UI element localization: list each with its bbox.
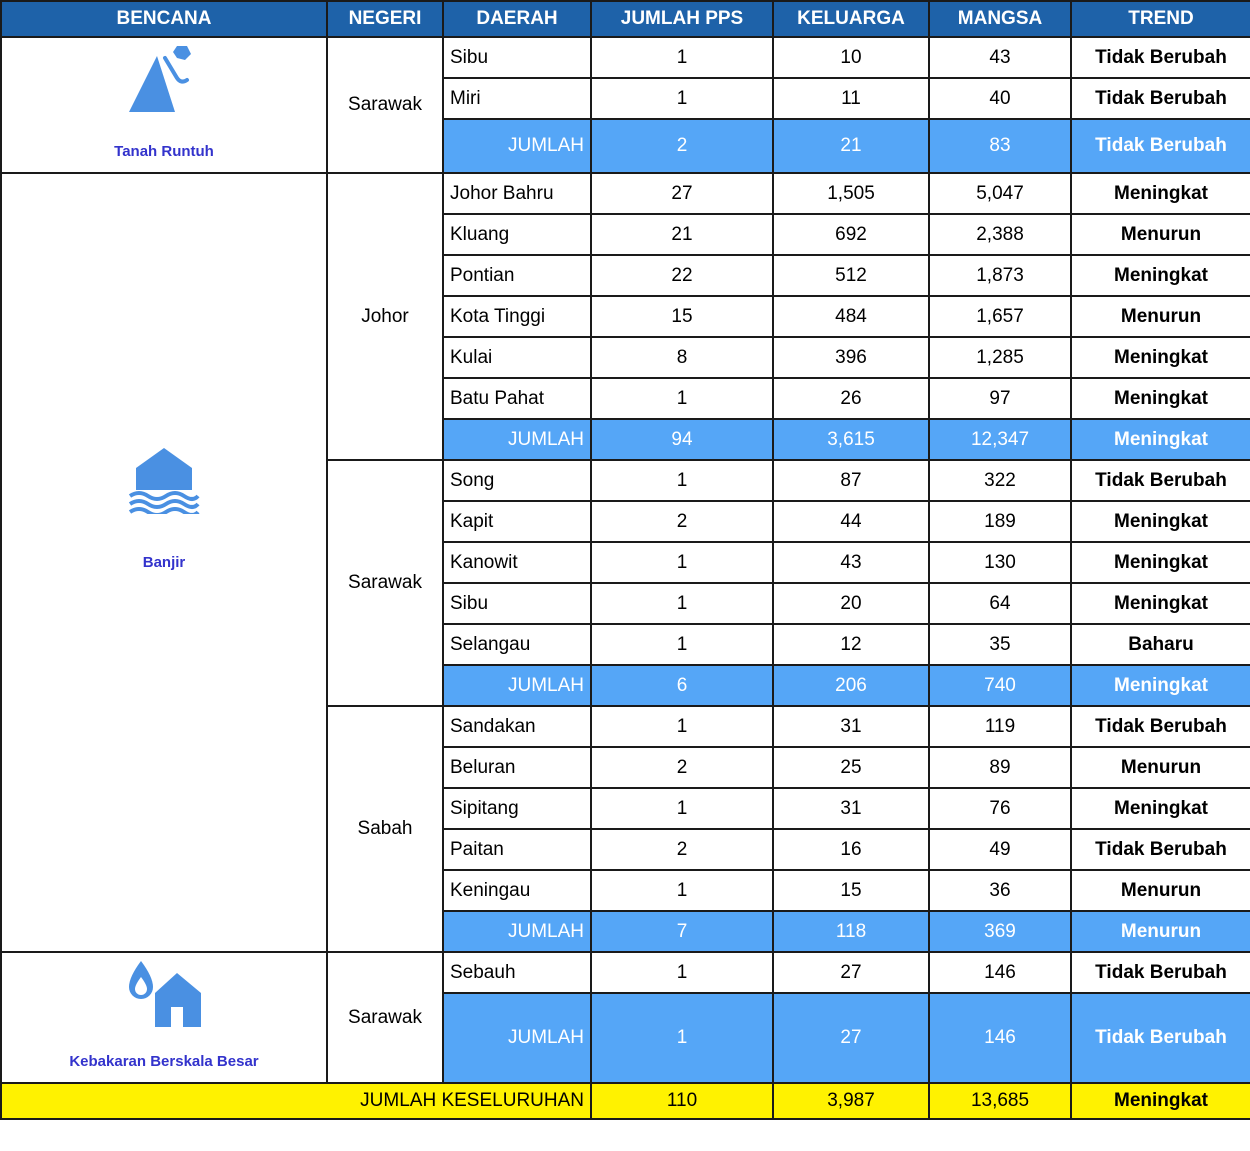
subtotal-trend: Meningkat [1071,665,1250,706]
pps-cell: 1 [591,583,773,624]
trend-cell: Meningkat [1071,501,1250,542]
pps-cell: 22 [591,255,773,296]
pps-cell: 2 [591,747,773,788]
table-row [1,173,1250,214]
subtotal-pps: 7 [591,911,773,952]
state-cell: Sarawak [327,952,443,1083]
subtotal-keluarga: 3,615 [773,419,929,460]
keluarga-cell: 87 [773,460,929,501]
landslide-icon [2,44,326,114]
keluarga-cell: 25 [773,747,929,788]
pps-cell: 1 [591,542,773,583]
keluarga-cell: 26 [773,378,929,419]
district-cell: Sandakan [443,706,591,747]
trend-cell: Tidak Berubah [1071,460,1250,501]
trend-cell: Meningkat [1071,542,1250,583]
pps-cell: 1 [591,706,773,747]
grand-total-trend: Meningkat [1071,1083,1250,1119]
keluarga-cell: 43 [773,542,929,583]
trend-cell: Tidak Berubah [1071,952,1250,993]
mangsa-cell: 40 [929,78,1071,119]
trend-cell: Meningkat [1071,173,1250,214]
subtotal-label: JUMLAH [443,119,591,173]
district-cell: Sipitang [443,788,591,829]
disaster-label: Tanah Runtuh [114,143,214,160]
trend-cell: Meningkat [1071,255,1250,296]
mangsa-cell: 1,657 [929,296,1071,337]
keluarga-cell: 16 [773,829,929,870]
pps-cell: 15 [591,296,773,337]
grand-total-row [1,1083,1250,1119]
subtotal-mangsa: 369 [929,911,1071,952]
district-cell: Sibu [443,583,591,624]
pps-cell: 1 [591,460,773,501]
fire-house-icon [2,959,326,1029]
table-row [1,37,1250,78]
trend-cell: Menurun [1071,870,1250,911]
disaster-cell [1,173,327,952]
district-cell: Sibu [443,37,591,78]
trend-cell: Tidak Berubah [1071,706,1250,747]
subtotal-label: JUMLAH [443,665,591,706]
pps-cell: 1 [591,952,773,993]
state-cell: Sarawak [327,37,443,173]
mangsa-cell: 130 [929,542,1071,583]
pps-cell: 1 [591,788,773,829]
district-cell: Song [443,460,591,501]
district-cell: Batu Pahat [443,378,591,419]
subtotal-trend: Tidak Berubah [1071,119,1250,173]
pps-cell: 1 [591,624,773,665]
header-keluarga: KELUARGA [773,1,929,37]
disaster-cell [1,952,327,1083]
subtotal-trend: Menurun [1071,911,1250,952]
trend-cell: Meningkat [1071,378,1250,419]
mangsa-cell: 76 [929,788,1071,829]
trend-cell: Tidak Berubah [1071,829,1250,870]
keluarga-cell: 10 [773,37,929,78]
keluarga-cell: 11 [773,78,929,119]
keluarga-cell: 15 [773,870,929,911]
grand-total-label: JUMLAH KESELURUHAN [1,1083,591,1119]
trend-cell: Menurun [1071,296,1250,337]
mangsa-cell: 2,388 [929,214,1071,255]
keluarga-cell: 31 [773,788,929,829]
mangsa-cell: 89 [929,747,1071,788]
subtotal-keluarga: 118 [773,911,929,952]
mangsa-cell: 119 [929,706,1071,747]
pps-cell: 27 [591,173,773,214]
mangsa-cell: 35 [929,624,1071,665]
mangsa-cell: 5,047 [929,173,1071,214]
mangsa-cell: 64 [929,583,1071,624]
state-cell: Sabah [327,706,443,952]
pps-cell: 1 [591,870,773,911]
subtotal-pps: 1 [591,993,773,1083]
district-cell: Beluran [443,747,591,788]
keluarga-cell: 692 [773,214,929,255]
header-bencana: BENCANA [1,1,327,37]
keluarga-cell: 27 [773,952,929,993]
trend-cell: Meningkat [1071,788,1250,829]
district-cell: Paitan [443,829,591,870]
district-cell: Miri [443,78,591,119]
subtotal-trend: Meningkat [1071,419,1250,460]
keluarga-cell: 512 [773,255,929,296]
mangsa-cell: 49 [929,829,1071,870]
grand-total-pps: 110 [591,1083,773,1119]
mangsa-cell: 1,285 [929,337,1071,378]
district-cell: Kulai [443,337,591,378]
mangsa-cell: 97 [929,378,1071,419]
district-cell: Kanowit [443,542,591,583]
trend-cell: Menurun [1071,747,1250,788]
grand-total-keluarga: 3,987 [773,1083,929,1119]
header-mangsa: MANGSA [929,1,1071,37]
trend-cell: Menurun [1071,214,1250,255]
state-cell: Sarawak [327,460,443,706]
subtotal-keluarga: 206 [773,665,929,706]
keluarga-cell: 31 [773,706,929,747]
trend-cell: Tidak Berubah [1071,78,1250,119]
district-cell: Pontian [443,255,591,296]
trend-cell: Baharu [1071,624,1250,665]
mangsa-cell: 146 [929,952,1071,993]
mangsa-cell: 43 [929,37,1071,78]
subtotal-mangsa: 12,347 [929,419,1071,460]
subtotal-keluarga: 27 [773,993,929,1083]
grand-total-mangsa: 13,685 [929,1083,1071,1119]
table-row [1,952,1250,993]
subtotal-trend: Tidak Berubah [1071,993,1250,1083]
keluarga-cell: 396 [773,337,929,378]
trend-cell: Meningkat [1071,583,1250,624]
pps-cell: 1 [591,78,773,119]
subtotal-label: JUMLAH [443,993,591,1083]
trend-cell: Meningkat [1071,337,1250,378]
pps-cell: 1 [591,378,773,419]
header-jumlah-pps: JUMLAH PPS [591,1,773,37]
subtotal-pps: 2 [591,119,773,173]
district-cell: Kapit [443,501,591,542]
disaster-cell [1,37,327,173]
pps-cell: 8 [591,337,773,378]
subtotal-pps: 94 [591,419,773,460]
keluarga-cell: 44 [773,501,929,542]
keluarga-cell: 20 [773,583,929,624]
district-cell: Selangau [443,624,591,665]
mangsa-cell: 322 [929,460,1071,501]
pps-cell: 21 [591,214,773,255]
subtotal-label: JUMLAH [443,419,591,460]
keluarga-cell: 484 [773,296,929,337]
subtotal-mangsa: 83 [929,119,1071,173]
pps-cell: 2 [591,501,773,542]
disaster-label: Kebakaran Berskala Besar [69,1053,259,1070]
pps-cell: 1 [591,37,773,78]
disaster-label: Banjir [142,553,186,571]
keluarga-cell: 1,505 [773,173,929,214]
header-trend: TREND [1071,1,1250,37]
header-negeri: NEGERI [327,1,443,37]
district-cell: Keningau [443,870,591,911]
subtotal-keluarga: 21 [773,119,929,173]
pps-cell: 2 [591,829,773,870]
subtotal-pps: 6 [591,665,773,706]
subtotal-mangsa: 146 [929,993,1071,1083]
mangsa-cell: 1,873 [929,255,1071,296]
subtotal-mangsa: 740 [929,665,1071,706]
mangsa-cell: 189 [929,501,1071,542]
header-daerah: DAERAH [443,1,591,37]
trend-cell: Tidak Berubah [1071,37,1250,78]
district-cell: Kota Tinggi [443,296,591,337]
header-row [1,1,1250,37]
district-cell: Johor Bahru [443,173,591,214]
mangsa-cell: 36 [929,870,1071,911]
keluarga-cell: 12 [773,624,929,665]
state-cell: Johor [327,173,443,460]
district-cell: Sebauh [443,952,591,993]
flood-icon [2,444,326,514]
subtotal-label: JUMLAH [443,911,591,952]
district-cell: Kluang [443,214,591,255]
